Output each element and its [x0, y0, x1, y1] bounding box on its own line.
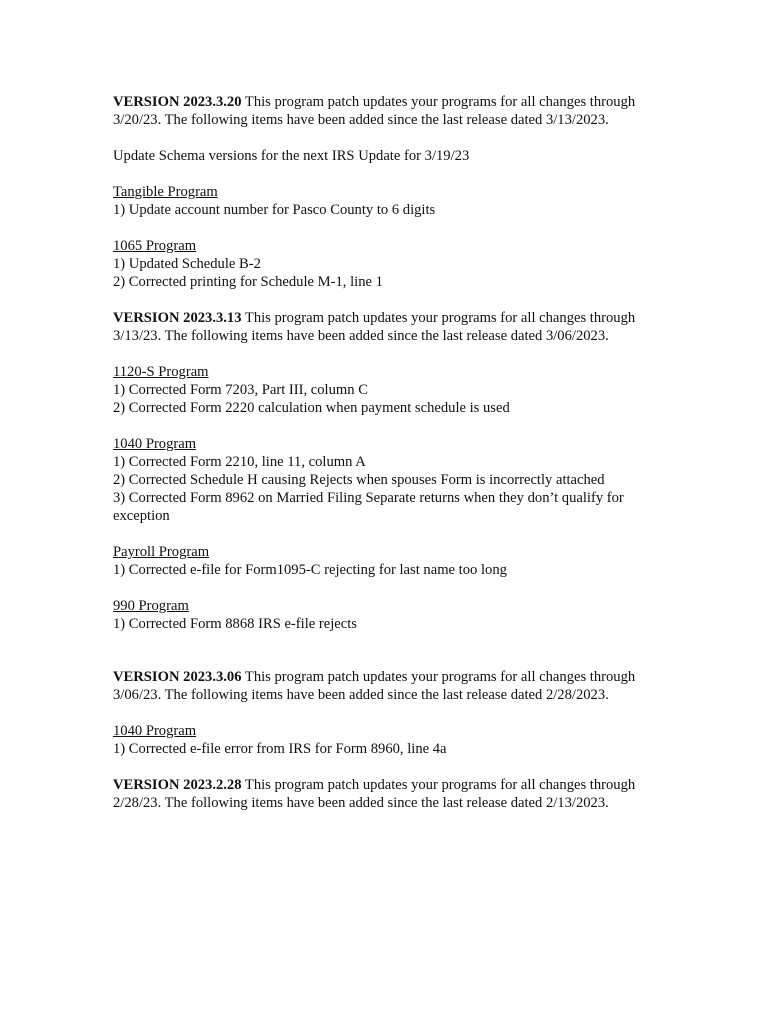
- program-block: [113, 722, 661, 758]
- intro-text: 3/20/23. The following items have been added since the last release dated 3/13/2023.: [113, 112, 609, 128]
- version-label: VERSION 2023.3.20: [113, 94, 242, 110]
- version-label: VERSION 2023.3.06: [113, 669, 242, 685]
- list-item: 1) Corrected Form 2210, line 11, column A: [113, 454, 366, 470]
- list-item: 3) Corrected Form 8962 on Married Filing Separate returns when they don’t qualify for: [113, 490, 624, 506]
- version-intro: [113, 668, 661, 704]
- program-block: [113, 237, 661, 291]
- intro-text: This program patch updates your programs for all changes through: [241, 310, 636, 326]
- version-intro: [113, 309, 661, 345]
- version-intro: [113, 776, 661, 812]
- program-block: [113, 435, 661, 525]
- program-heading: 1040 Program: [113, 723, 197, 739]
- schema-note-text: Update Schema versions for the next IRS Update for 3/19/23: [113, 148, 470, 164]
- schema-note: [113, 147, 661, 165]
- intro-text: 3/06/23. The following items have been added since the last release dated 2/28/2023.: [113, 687, 609, 703]
- intro-text: This program patch updates your programs for all changes through: [241, 94, 636, 110]
- version-label: VERSION 2023.2.28: [113, 777, 242, 793]
- list-item: 1) Corrected Form 8868 IRS e-file rejects: [113, 616, 357, 632]
- version-label: VERSION 2023.3.13: [113, 310, 242, 326]
- program-heading: 1120-S Program: [113, 364, 209, 380]
- list-item: 1) Corrected e-file for Form1095-C rejecting for last name too long: [113, 562, 507, 578]
- list-item: 1) Corrected Form 7203, Part III, column C: [113, 382, 368, 398]
- intro-text: 2/28/23. The following items have been added since the last release dated 2/13/2023.: [113, 795, 609, 811]
- intro-text: This program patch updates your programs for all changes through: [241, 669, 636, 685]
- list-item-continuation: exception: [113, 508, 170, 524]
- list-item: 2) Corrected Form 2220 calculation when payment schedule is used: [113, 400, 510, 416]
- list-item: 1) Update account number for Pasco County to 6 digits: [113, 202, 436, 218]
- program-heading: 990 Program: [113, 598, 189, 614]
- program-block: [113, 363, 661, 417]
- program-heading: Tangible Program: [113, 184, 218, 200]
- version-intro-line: [113, 776, 661, 794]
- version-intro-line: [113, 93, 661, 111]
- version-intro-line: [113, 668, 661, 686]
- intro-text: This program patch updates your programs for all changes through: [241, 777, 636, 793]
- program-heading: Payroll Program: [113, 544, 210, 560]
- program-block: [113, 183, 661, 219]
- list-item: 1) Corrected e-file error from IRS for Form 8960, line 4a: [113, 741, 447, 757]
- program-block: [113, 543, 661, 579]
- list-item: 2) Corrected printing for Schedule M-1, line 1: [113, 274, 383, 290]
- list-item: 1) Updated Schedule B-2: [113, 256, 261, 272]
- list-item: 2) Corrected Schedule H causing Rejects when spouses Form is incorrectly attached: [113, 472, 605, 488]
- program-block: [113, 597, 661, 633]
- intro-text: 3/13/23. The following items have been added since the last release dated 3/06/2023.: [113, 328, 609, 344]
- program-heading: 1065 Program: [113, 238, 197, 254]
- program-heading: 1040 Program: [113, 436, 197, 452]
- version-intro-line: [113, 309, 661, 327]
- release-notes-document: [113, 93, 661, 830]
- version-intro: [113, 93, 661, 129]
